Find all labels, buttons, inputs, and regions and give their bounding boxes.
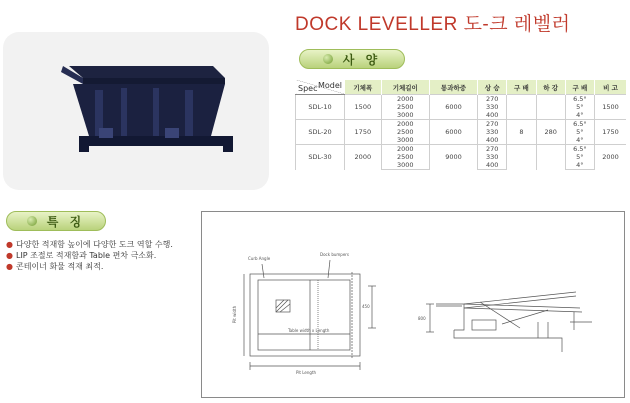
table-row <box>296 145 627 154</box>
bullet-dot-icon <box>323 54 333 64</box>
slope-cell: 5° <box>565 103 594 111</box>
corner-model-label: Model <box>317 81 342 90</box>
bullet-icon: ● <box>6 262 13 271</box>
slope-cell: 6.5° <box>565 95 594 104</box>
list-item <box>6 261 173 272</box>
dock-bumpers-label: Dock bumpers <box>320 252 350 257</box>
dim-450-label: 450 <box>362 304 370 309</box>
bullet-icon: ● <box>6 240 13 249</box>
descent-cell: 280 <box>536 120 565 145</box>
length-cell: 2500 <box>381 128 429 136</box>
note-cell: 2000 <box>594 145 626 170</box>
length-cell: 2500 <box>381 153 429 161</box>
length-cell: 2500 <box>381 103 429 111</box>
curb-angle-label: Curb Angle <box>248 256 271 261</box>
column-header: 구 배 <box>507 80 536 95</box>
spec-table <box>295 80 626 170</box>
load-cell: 6000 <box>429 120 477 145</box>
descent-cell <box>536 145 565 170</box>
model-cell: SDL-30 <box>296 145 345 170</box>
list-item <box>6 239 173 250</box>
rise-cell: 270 <box>478 145 507 154</box>
feature-text: LIP 조절로 적재함과 Table 편차 극소화. <box>15 251 157 260</box>
features-section-heading <box>6 211 106 231</box>
spec-section-heading <box>299 49 405 69</box>
slope-cell: 6.5° <box>565 145 594 154</box>
rise-cell: 330 <box>478 128 507 136</box>
note-cell: 1500 <box>594 95 626 120</box>
length-cell: 3000 <box>381 136 429 145</box>
slope-cell: 6.5° <box>565 120 594 129</box>
note-cell: 1750 <box>594 120 626 145</box>
list-item <box>6 250 173 261</box>
corner-spec-label: Spec <box>298 84 318 93</box>
slope-cell: 5° <box>565 128 594 136</box>
rise-cell: 400 <box>478 161 507 170</box>
column-header: 비 고 <box>594 80 626 95</box>
table-row <box>296 95 627 104</box>
page-title: DOCK LEVELLER 도-크 레벨러 <box>295 14 571 35</box>
slope-cell: 4° <box>565 136 594 145</box>
feature-text: 콘테이너 화물 적재 최적. <box>15 262 104 271</box>
width-cell: 1750 <box>345 120 382 145</box>
technical-drawing <box>201 211 625 398</box>
rise-cell: 400 <box>478 111 507 120</box>
slope-cell: 5° <box>565 153 594 161</box>
model-cell: SDL-10 <box>296 95 345 120</box>
length-cell: 3000 <box>381 161 429 170</box>
column-header: 하 강 <box>536 80 565 95</box>
slope-cell: 4° <box>565 111 594 120</box>
slope-down-cell <box>507 145 536 170</box>
column-header: 통과하중 <box>429 80 477 95</box>
product-photo <box>3 32 269 190</box>
rise-cell: 400 <box>478 136 507 145</box>
pit-length-label: Pit Length <box>296 370 317 375</box>
slope-cell: 4° <box>565 161 594 170</box>
rise-cell: 270 <box>478 95 507 104</box>
bullet-dot-icon <box>27 216 37 226</box>
dim-800-label: 800 <box>418 316 426 321</box>
column-header: 상 승 <box>478 80 507 95</box>
width-cell: 1500 <box>345 95 382 120</box>
model-cell: SDL-20 <box>296 120 345 145</box>
spec-table-header <box>296 80 627 95</box>
pit-width-label: Pit width <box>232 305 238 324</box>
rise-cell: 330 <box>478 153 507 161</box>
length-cell: 2000 <box>381 145 429 154</box>
column-header: 구 배 <box>565 80 594 95</box>
spec-model-corner <box>296 80 345 95</box>
spec-heading-label: 사 양 <box>342 52 382 67</box>
load-cell: 9000 <box>429 145 477 170</box>
rise-cell: 270 <box>478 120 507 129</box>
width-cell: 2000 <box>345 145 382 170</box>
rise-cell: 330 <box>478 103 507 111</box>
column-header: 기체길이 <box>381 80 429 95</box>
feature-text: 다양한 적재함 높이에 다양한 도크 역할 수행. <box>15 240 173 249</box>
descent-cell <box>536 95 565 120</box>
features-list <box>6 239 173 272</box>
drawing-lines <box>202 212 626 399</box>
column-header: 기체폭 <box>345 80 382 95</box>
dock-leveller-image <box>3 32 269 190</box>
slope-down-cell: 8 <box>507 120 536 145</box>
load-cell: 6000 <box>429 95 477 120</box>
table-row <box>296 120 627 129</box>
features-heading-label: 특 징 <box>46 214 86 229</box>
length-cell: 3000 <box>381 111 429 120</box>
length-cell: 2000 <box>381 120 429 129</box>
length-cell: 2000 <box>381 95 429 104</box>
slope-down-cell <box>507 95 536 120</box>
table-width-label: Table width x Length <box>288 328 330 333</box>
bullet-icon: ● <box>6 251 13 260</box>
